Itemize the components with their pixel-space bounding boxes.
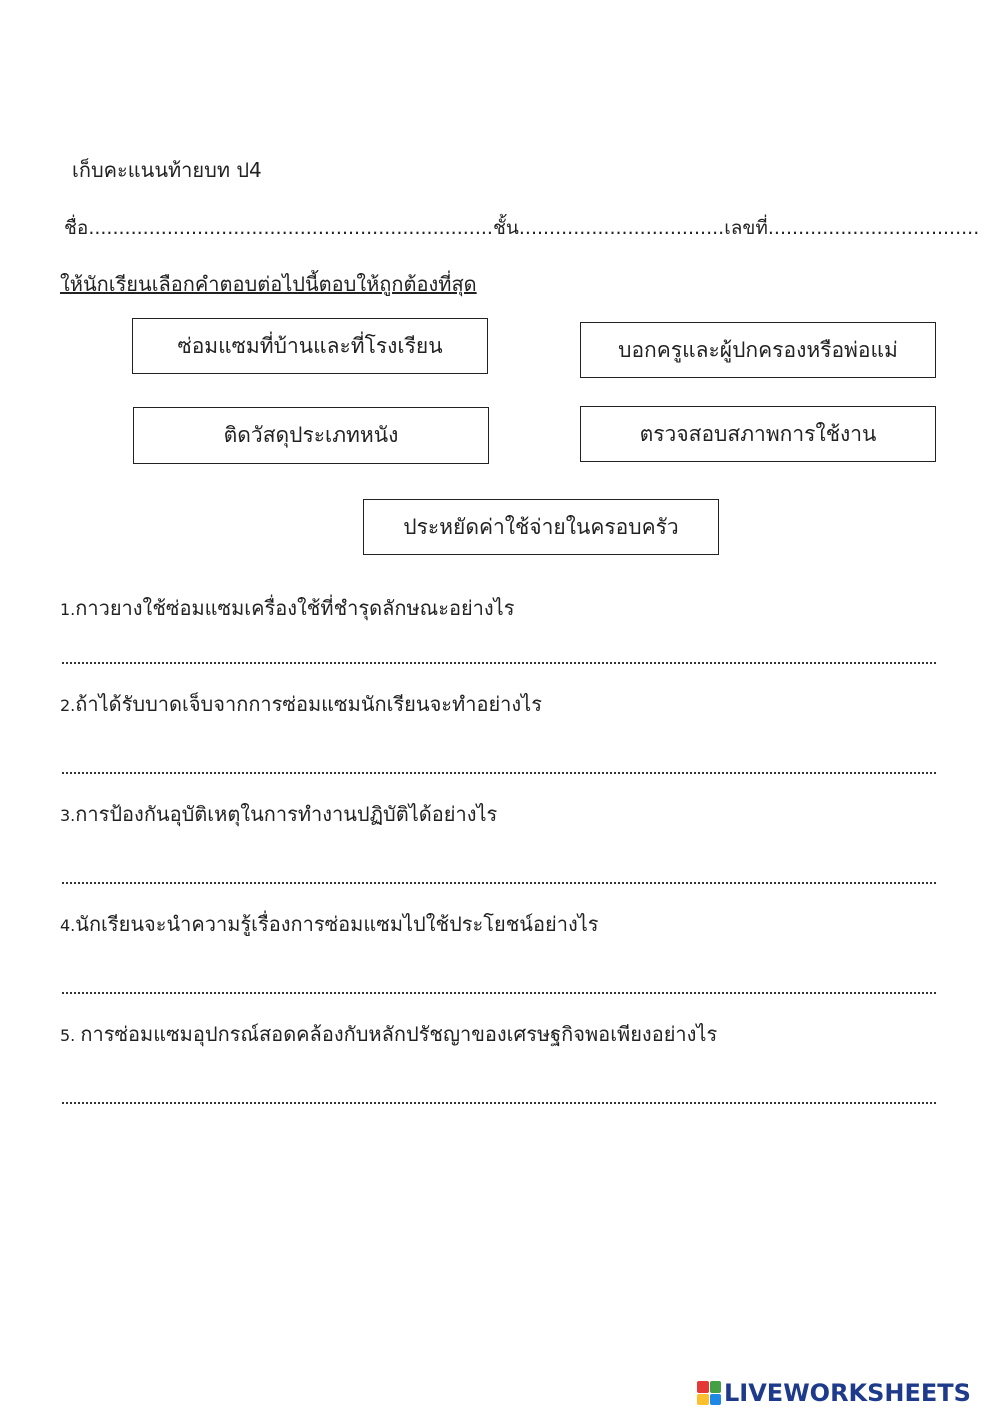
- answer-field-3[interactable]: [62, 882, 936, 884]
- number-field[interactable]: ...................................: [767, 217, 980, 239]
- question-text: กาวยางใช้ซ่อมแซมเครื่องใช้ที่ชำรุดลักษณะอย่างไร: [75, 596, 515, 620]
- worksheet-title: เก็บคะแนนท้ายบท ป4: [72, 158, 262, 182]
- logo-square-green: [710, 1381, 722, 1393]
- question-1: [60, 594, 514, 624]
- question-3: [60, 800, 497, 830]
- question-number: 2.: [60, 696, 76, 715]
- number-label: เลขที่: [724, 217, 768, 239]
- question-number: 5.: [60, 1026, 81, 1045]
- answer-choice-box[interactable]: บอกครูและผู้ปกครองหรือพ่อแม่: [580, 322, 936, 378]
- question-text: การป้องกันอุบัติเหตุในการทำงานปฏิบัติได้อย่างไร: [75, 802, 498, 826]
- question-5: [60, 1020, 717, 1050]
- class-field[interactable]: ..................................: [518, 217, 725, 239]
- answer-field-5[interactable]: [62, 1102, 936, 1104]
- question-number: 4.: [60, 916, 76, 935]
- question-text: นักเรียนจะนำความรู้เรื่องการซ่อมแซมไปใช้ประโยชน์อย่างไร: [75, 912, 599, 936]
- logo-square-red: [697, 1381, 709, 1393]
- answer-choice-box[interactable]: ติดวัสดุประเภทหนัง: [133, 407, 489, 464]
- logo-square-blue: [710, 1394, 722, 1406]
- liveworksheets-brand-name: LIVEWORKSHEETS: [724, 1379, 971, 1407]
- question-text: ถ้าได้รับบาดเจ็บจากการซ่อมแซมนักเรียนจะทำอย่างไร: [75, 692, 542, 716]
- liveworksheets-watermark: [697, 1380, 971, 1406]
- question-number: 3.: [60, 806, 76, 825]
- name-label: ชื่อ: [64, 217, 89, 239]
- logo-square-yellow: [697, 1394, 709, 1406]
- name-field[interactable]: ...................................................................: [88, 217, 493, 239]
- question-4: [60, 910, 599, 940]
- answer-choice-box[interactable]: ซ่อมแซมที่บ้านและที่โรงเรียน: [132, 318, 488, 374]
- instruction-text: ให้นักเรียนเลือกคำตอบต่อไปนี้ตอบให้ถูกต้องที่สุด: [60, 272, 477, 296]
- answer-field-4[interactable]: [62, 992, 936, 994]
- answer-choice-box[interactable]: ตรวจสอบสภาพการใช้งาน: [580, 406, 936, 462]
- answer-field-1[interactable]: [62, 662, 936, 664]
- question-number: 1.: [60, 600, 76, 619]
- class-label: ชั้น: [492, 217, 519, 239]
- question-text: การซ่อมแซมอุปกรณ์สอดคล้องกับหลักปรัชญาของเศรษฐกิจพอเพียงอย่างไร: [80, 1022, 718, 1046]
- question-2: [60, 690, 542, 720]
- answer-field-2[interactable]: [62, 772, 936, 774]
- student-info-line: [64, 214, 979, 242]
- liveworksheets-logo-icon: [697, 1381, 721, 1405]
- answer-choice-box[interactable]: ประหยัดค่าใช้จ่ายในครอบครัว: [363, 499, 719, 555]
